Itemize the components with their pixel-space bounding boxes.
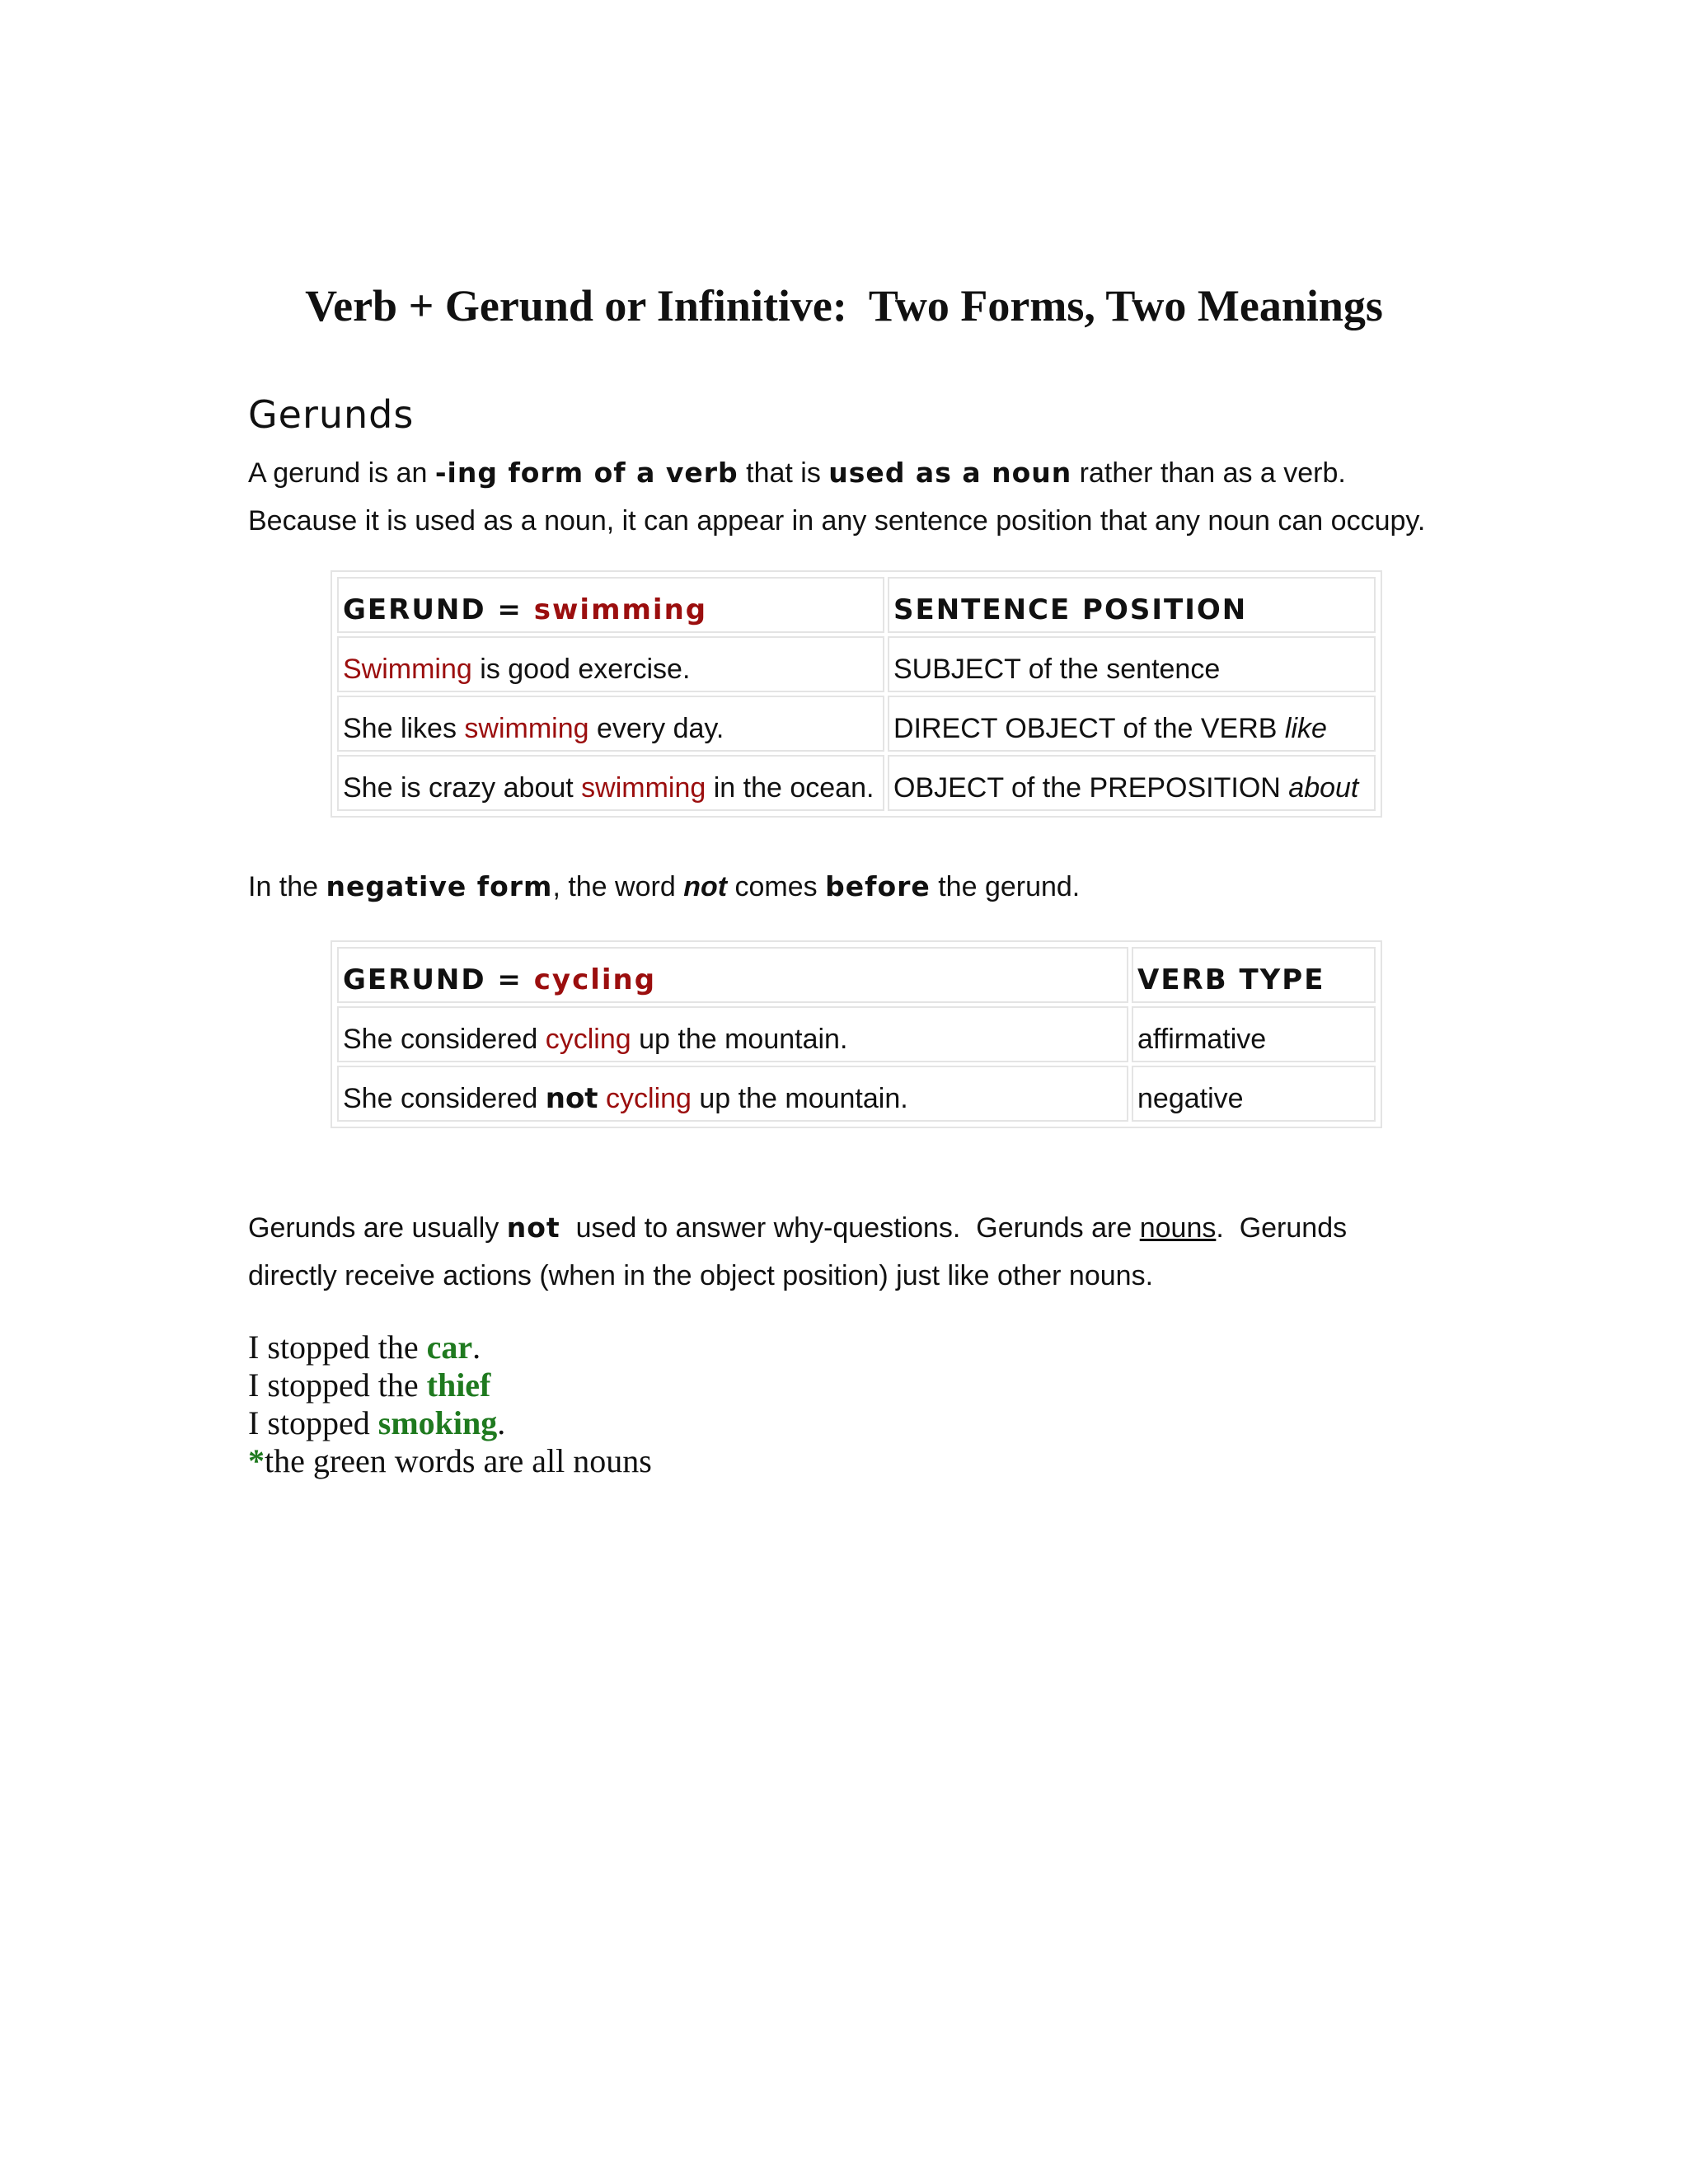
example-noun: car (426, 1329, 473, 1366)
position-italic: about (1288, 772, 1359, 804)
position-cell (888, 755, 1376, 811)
verb-type-cell: affirmative (1132, 1006, 1376, 1062)
example-line (248, 1366, 652, 1404)
sentence-post: every day. (588, 713, 724, 744)
usage-text-2: used to answer why-questions. Gerunds are (560, 1212, 1140, 1244)
usage-underline: nouns (1139, 1212, 1217, 1244)
position-cell (888, 696, 1376, 752)
position-italic: like (1284, 713, 1327, 744)
position-text: SUBJECT of the sentence (893, 654, 1221, 685)
sentence-gerund: swimming (581, 772, 706, 804)
example-text: I stopped (248, 1404, 378, 1441)
sentence-post: up the mountain. (691, 1083, 908, 1114)
note-text: the green words are all nouns (265, 1442, 652, 1479)
sentence-pre: She likes (343, 713, 465, 744)
sentence-gerund: Swimming (343, 654, 472, 685)
header-gerund: cycling (533, 963, 657, 996)
intro-text-2: that is (738, 457, 829, 489)
table-row (335, 1064, 1377, 1123)
position-text: OBJECT of the PREPOSITION (893, 772, 1289, 804)
intro-bold-1: -ing form of a verb (434, 457, 738, 489)
header-label: GERUND = (343, 963, 534, 996)
sentence-pre: She considered (343, 1083, 546, 1114)
section-heading: Gerunds (248, 392, 415, 437)
sentence-cell (337, 1006, 1128, 1062)
table-row (335, 694, 1377, 753)
table-header-row (335, 945, 1377, 1005)
example-post: . (497, 1404, 506, 1441)
neg-bold-2: before (825, 870, 931, 902)
table-header-row (335, 575, 1377, 635)
neg-text-2: , the word (552, 871, 684, 902)
example-post: . (472, 1329, 481, 1366)
sentence-gerund: swimming (464, 713, 589, 744)
sentence-gerund: cycling (606, 1083, 692, 1114)
intro-text-3: rather than as a verb. Because it is used as a noun, it can appear in any sentence position that any noun can occupy. (248, 457, 1426, 537)
example-line (248, 1329, 652, 1366)
usage-text-3: . Gerunds directly receive actions (when in the object position) just like other nouns. (248, 1212, 1355, 1291)
position-cell (888, 636, 1376, 692)
header-label: GERUND = (343, 593, 534, 626)
table-header-cell: SENTENCE POSITION (888, 577, 1376, 633)
intro-bold-2: used as a noun (828, 457, 1072, 489)
sentence-not: not (545, 1082, 598, 1115)
example-text: I stopped the (248, 1366, 427, 1404)
table-row (335, 753, 1377, 813)
page-title: Verb + Gerund or Infinitive: Two Forms, Two Meanings (305, 281, 1383, 330)
position-text: DIRECT OBJECT of the VERB (893, 713, 1285, 744)
sentence-gerund: cycling (545, 1024, 631, 1055)
verb-type-cell: negative (1132, 1066, 1376, 1122)
example-noun: thief (426, 1366, 491, 1404)
sentence-cell (337, 696, 884, 752)
sentence-post: in the ocean. (706, 772, 874, 804)
neg-text-3: comes (727, 871, 826, 902)
intro-text-1: A gerund is an (248, 457, 435, 489)
note-asterisk: * (248, 1442, 265, 1479)
intro-paragraph (248, 449, 1435, 545)
gerund-verb-type-table (331, 940, 1382, 1128)
neg-bold-1: negative form (326, 870, 553, 902)
negative-form-paragraph (248, 863, 1435, 911)
neg-text-4: the gerund. (930, 871, 1081, 902)
table-header-cell: VERB TYPE (1132, 947, 1376, 1003)
table-row (335, 1005, 1377, 1064)
usage-paragraph (248, 1204, 1435, 1300)
table-header-cell (337, 947, 1128, 1003)
table-row (335, 635, 1377, 694)
sentence-post: is good exercise. (471, 654, 691, 685)
sentence-pre: She is crazy about (343, 772, 582, 804)
usage-bold: not (506, 1212, 560, 1244)
sentence-cell (337, 755, 884, 811)
gerund-position-table (331, 570, 1382, 818)
sentence-cell (337, 636, 884, 692)
header-gerund: swimming (533, 593, 708, 626)
example-text: I stopped the (248, 1329, 427, 1366)
example-sentences (248, 1329, 652, 1480)
sentence-cell (337, 1066, 1128, 1122)
note-line (248, 1442, 652, 1480)
neg-bold-italic: not (683, 871, 728, 902)
sentence-post: up the mountain. (631, 1024, 848, 1055)
example-noun: smoking (377, 1404, 498, 1441)
table-header-cell (337, 577, 884, 633)
example-line (248, 1404, 652, 1442)
neg-text-1: In the (248, 871, 326, 902)
sentence-pre: She considered (343, 1024, 546, 1055)
usage-text-1: Gerunds are usually (248, 1212, 507, 1244)
